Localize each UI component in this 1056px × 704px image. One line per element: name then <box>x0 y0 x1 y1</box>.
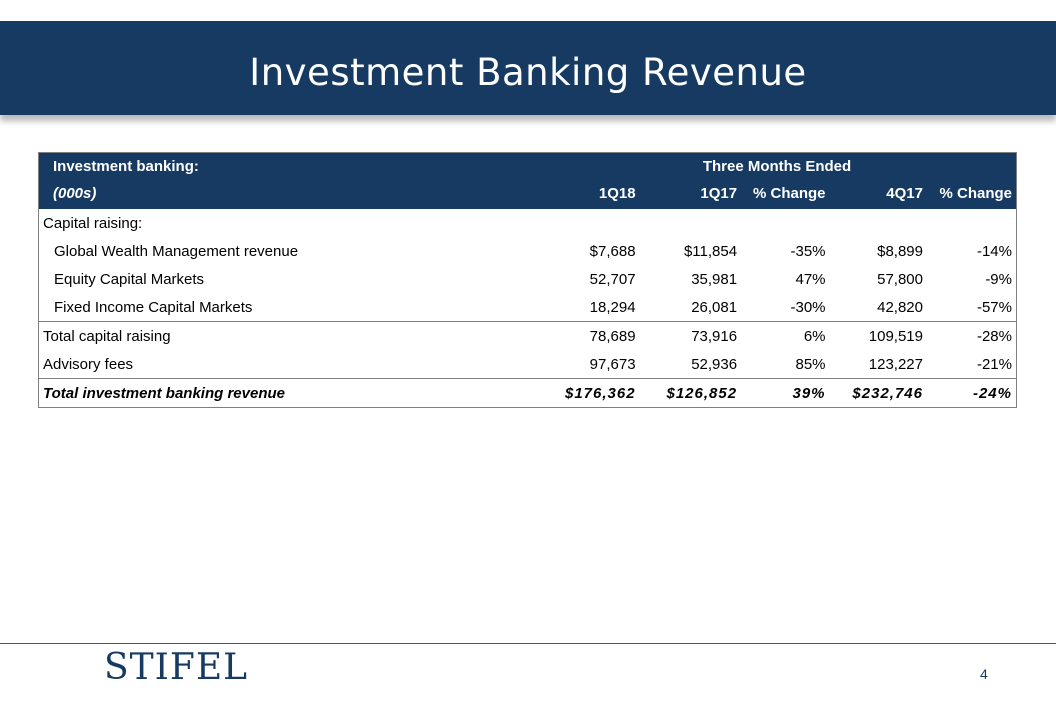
row-label: Advisory fees <box>43 355 134 373</box>
row-label: Global Wealth Management revenue <box>54 242 299 260</box>
cell: -24% <box>927 379 1017 408</box>
row-label: Equity Capital Markets <box>54 270 205 288</box>
table-row <box>39 237 1017 265</box>
unit-label: (000s) <box>39 177 539 209</box>
cell: $7,688 <box>589 242 636 260</box>
revenue-table <box>38 152 1017 408</box>
cell: -28% <box>927 322 1017 351</box>
cell: -35% <box>790 242 826 260</box>
cell: 73,916 <box>640 322 742 351</box>
row-label: Total investment banking revenue <box>39 379 539 408</box>
col-header-4q17: 4Q17 <box>830 177 927 209</box>
total-row <box>39 379 1017 408</box>
cell: 57,800 <box>877 270 923 288</box>
cell: $232,746 <box>830 379 927 408</box>
cell: $8,899 <box>877 242 923 260</box>
cell: $11,854 <box>683 242 738 260</box>
table-row <box>39 265 1017 293</box>
title-bar <box>0 21 1056 115</box>
cell: $176,362 <box>538 379 640 408</box>
table-header-row <box>39 153 1017 178</box>
cell: $126,852 <box>640 379 742 408</box>
period-header: Three Months Ended <box>538 153 1016 178</box>
col-header-1q17: 1Q17 <box>640 177 742 209</box>
page-number: 4 <box>980 666 988 682</box>
section-row <box>39 209 1017 237</box>
cell: 52,936 <box>691 355 738 373</box>
cell: 26,081 <box>691 298 738 316</box>
cell: -14% <box>976 242 1012 260</box>
cell: 6% <box>741 322 829 351</box>
cell: 35,981 <box>691 270 738 288</box>
label-header: Investment banking: <box>39 153 539 178</box>
stifel-logo: STIFEL <box>104 647 249 688</box>
subtotal-row <box>39 322 1017 351</box>
row-label: Fixed Income Capital Markets <box>54 298 253 316</box>
section-label: Capital raising: <box>43 214 143 232</box>
page-title: Investment Banking Revenue <box>249 51 807 94</box>
cell: 123,227 <box>868 355 923 373</box>
cell: 78,689 <box>538 322 640 351</box>
cell: 47% <box>795 270 826 288</box>
table-row <box>39 293 1017 322</box>
table-subheader-row <box>39 177 1017 209</box>
cell: 109,519 <box>830 322 927 351</box>
col-header-1q18: 1Q18 <box>538 177 640 209</box>
cell: 97,673 <box>589 355 636 373</box>
cell: 18,294 <box>589 298 636 316</box>
cell: 39% <box>741 379 829 408</box>
cell: 85% <box>795 355 826 373</box>
col-header-change-yoy: % Change <box>741 177 829 209</box>
cell: 42,820 <box>877 298 923 316</box>
col-header-change-qoq: % Change <box>927 177 1017 209</box>
table-row <box>39 350 1017 379</box>
row-label: Total capital raising <box>39 322 539 351</box>
footer-divider <box>0 643 1056 644</box>
cell: 52,707 <box>589 270 636 288</box>
cell: -21% <box>976 355 1012 373</box>
cell: -9% <box>985 270 1012 288</box>
cell: -57% <box>976 298 1012 316</box>
cell: -30% <box>790 298 826 316</box>
